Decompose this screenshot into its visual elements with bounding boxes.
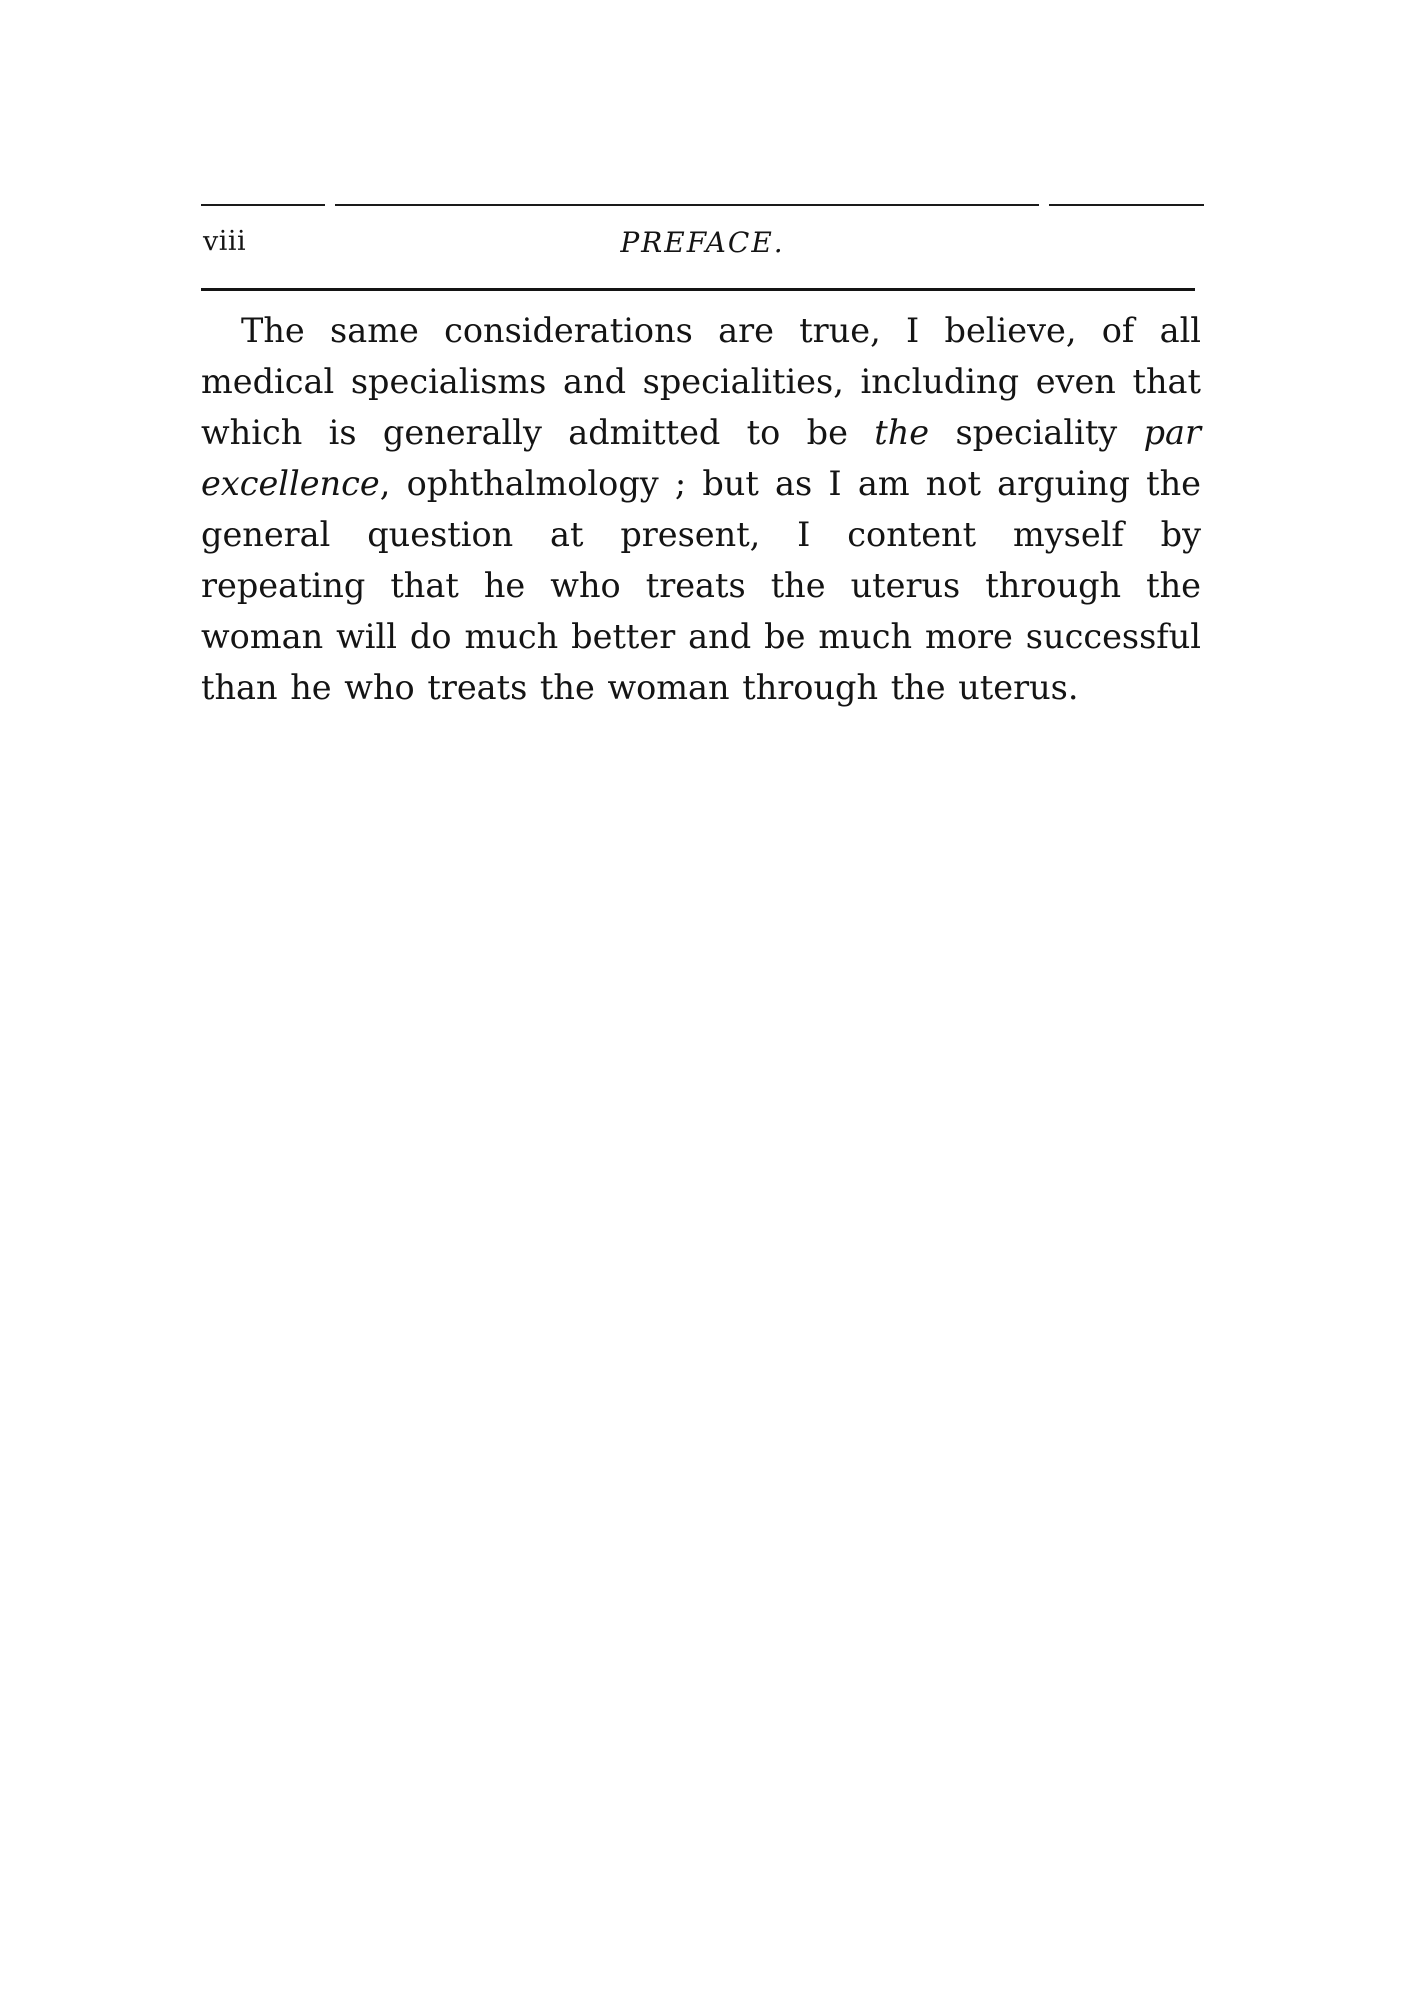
header-rule-top xyxy=(201,204,1204,206)
body-paragraph xyxy=(201,305,1201,713)
italic-the: the xyxy=(874,413,930,452)
paragraph-text: , ophthalmology ; but as I am not arguing the general question at present, I content myself by repeating that he who treats the uterus through the woman will do much better and be much more successful than he who treats the woman through the uterus. xyxy=(201,464,1201,707)
italic-par-excellence: par excellence xyxy=(201,413,1201,503)
header-rule-bottom xyxy=(201,288,1195,291)
rule-break xyxy=(1039,203,1049,207)
page-number: viii xyxy=(203,226,247,257)
running-title: PREFACE. xyxy=(620,226,785,259)
paragraph-text: The same considerations are true, I believe, of all medical specialisms and specialities, including even that which is generally admitted to be xyxy=(201,311,1201,452)
rule-break xyxy=(325,203,335,207)
running-head xyxy=(201,226,1204,270)
paragraph-text: speciality xyxy=(929,413,1144,452)
